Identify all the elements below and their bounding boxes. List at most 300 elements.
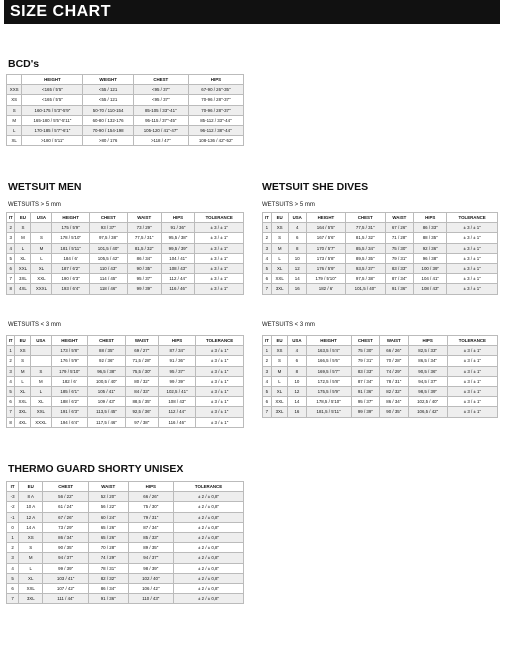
- table-cell: ± 2 / ± 0,8": [174, 532, 244, 542]
- table-row: [7, 563, 244, 573]
- table-cell: 185 / 6'1": [51, 386, 88, 396]
- table-cell: ± 3 / ± 1": [196, 376, 244, 386]
- page-title: SIZE CHART: [4, 0, 500, 24]
- table-cell: 79 / 31": [128, 512, 174, 522]
- table-cell: ± 2 / ± 0,8": [174, 583, 244, 593]
- table-cell: 193 / 6'4": [52, 284, 89, 294]
- table-cell: 95 / 37": [158, 366, 195, 376]
- table-cell: 90 / 35": [127, 263, 161, 273]
- table-cell: XXL: [271, 397, 288, 407]
- table-row: [7, 522, 244, 532]
- table-cell: 75 / 30": [351, 346, 379, 356]
- men-sub-5mm: WETSUITS > 5 mm: [8, 202, 61, 208]
- table-cell: 0: [7, 522, 19, 532]
- table-cell: 105 / 41": [88, 386, 125, 396]
- table-cell: 97 / 38": [125, 417, 158, 427]
- table-cell: 70 / 28": [380, 356, 408, 366]
- table-cell: ± 2 / ± 0,8": [174, 502, 244, 512]
- table-cell: 93 / 37": [89, 223, 127, 233]
- column-header: HEIGHT: [306, 336, 351, 346]
- table-cell: ± 3 / ± 1": [447, 253, 498, 263]
- bcd-table: [6, 74, 244, 146]
- table-cell: 10 A: [19, 502, 43, 512]
- table-cell: ± 3 / ± 1": [447, 356, 497, 366]
- table-cell: 61 / 24": [43, 502, 89, 512]
- table-cell: ± 3 / ± 1": [195, 274, 244, 284]
- table-cell: 169,5 / 5'7": [306, 366, 351, 376]
- column-header: TOLERANCE: [174, 482, 244, 492]
- table-cell: 116 / 46": [161, 284, 195, 294]
- table-cell: 74 / 29": [380, 366, 408, 376]
- table-header-row: [263, 213, 498, 223]
- column-header: TOLERANCE: [196, 336, 244, 346]
- table-cell: 92,5 / 36": [125, 407, 158, 417]
- table-cell: 3: [263, 366, 272, 376]
- table-cell: 94 / 37": [43, 553, 89, 563]
- column-header: USA: [31, 213, 52, 223]
- table-row: [7, 263, 244, 273]
- table-cell: 94,5 / 37": [408, 376, 447, 386]
- table-row: [7, 376, 244, 386]
- table-cell: S: [271, 356, 288, 366]
- table-cell: ± 3 / ± 1": [447, 407, 497, 417]
- table-cell: 99 / 39": [43, 563, 89, 573]
- table-row: [7, 594, 244, 604]
- table-cell: 92 / 36": [414, 243, 447, 253]
- column-header: CHEST: [88, 336, 125, 346]
- table-cell: >118 / 47": [133, 136, 188, 146]
- table-cell: 86 / 34": [43, 532, 89, 542]
- table-row: [263, 233, 498, 243]
- column-header: HEIGHT: [22, 75, 83, 85]
- table-cell: 170-185 / 5'7"-6'1": [22, 125, 83, 135]
- table-cell: 178,5 / 5'10": [306, 397, 351, 407]
- table-cell: XL: [31, 263, 52, 273]
- table-row: [7, 253, 244, 263]
- thermo-table: [6, 481, 244, 604]
- table-cell: ± 2 / ± 0,8": [174, 594, 244, 604]
- table-cell: M: [7, 115, 22, 125]
- table-cell: 60-80 / 132-176: [83, 115, 133, 125]
- table-cell: XS: [271, 346, 288, 356]
- table-cell: M: [31, 376, 52, 386]
- table-cell: S: [31, 233, 52, 243]
- column-header: USA: [288, 213, 306, 223]
- table-cell: ± 3 / ± 1": [195, 223, 244, 233]
- table-cell: ± 3 / ± 1": [195, 253, 244, 263]
- table-header-row: [7, 336, 244, 346]
- table-cell: 96-112 / 38"-44": [188, 125, 243, 135]
- table-cell: 99 / 39": [351, 407, 379, 417]
- table-cell: <165 / 5'5": [22, 95, 83, 105]
- table-cell: 87 / 34": [128, 522, 174, 532]
- table-cell: 81,5 / 32": [127, 243, 161, 253]
- table-cell: 181,5 / 5'11": [306, 407, 351, 417]
- column-header: CHEST: [345, 213, 385, 223]
- table-cell: 86 / 33": [414, 223, 447, 233]
- table-cell: 89 / 35": [128, 543, 174, 553]
- table-cell: 110 / 43": [128, 594, 174, 604]
- table-cell: ± 3 / ± 1": [196, 397, 244, 407]
- table-cell: 2: [263, 233, 272, 243]
- table-cell: 70-90 / 154-198: [83, 125, 133, 135]
- table-cell: XL: [271, 386, 288, 396]
- table-cell: 181 / 5'11": [52, 243, 89, 253]
- table-cell: 96,5 / 38": [88, 366, 125, 376]
- table-cell: 74 / 29": [88, 553, 128, 563]
- table-cell: -2: [7, 502, 19, 512]
- table-cell: 78 / 31": [380, 376, 408, 386]
- table-cell: 81,5 / 32": [345, 233, 385, 243]
- column-header: WAIST: [127, 213, 161, 223]
- table-cell: XL: [19, 573, 43, 583]
- table-cell: 12 A: [19, 512, 43, 522]
- table-cell: 111 / 44": [43, 594, 89, 604]
- table-row: [7, 115, 244, 125]
- table-cell: 178 / 5'10": [52, 233, 89, 243]
- table-cell: 8 A: [19, 492, 43, 502]
- column-header: HIPS: [188, 75, 243, 85]
- table-cell: S: [271, 233, 288, 243]
- table-cell: 176 / 5'9": [306, 263, 345, 273]
- table-cell: 114 / 45": [89, 274, 127, 284]
- table-cell: 77,5 / 31": [345, 223, 385, 233]
- table-row: [263, 366, 498, 376]
- table-row: [7, 95, 244, 105]
- table-cell: M: [271, 366, 288, 376]
- table-cell: 91 / 36": [161, 223, 195, 233]
- table-cell: 86 / 34": [380, 397, 408, 407]
- table-cell: 70 / 28": [88, 543, 128, 553]
- table-cell: XL: [15, 386, 31, 396]
- table-cell: L: [271, 376, 288, 386]
- table-cell: 69 / 27": [125, 346, 158, 356]
- table-row: [263, 253, 498, 263]
- table-cell: 164 / 5'5": [306, 223, 345, 233]
- table-cell: >80 / 176: [83, 136, 133, 146]
- table-cell: XXL: [31, 407, 52, 417]
- table-cell: 1: [7, 346, 15, 356]
- column-header: CHEST: [351, 336, 379, 346]
- table-cell: 75 / 30": [128, 502, 174, 512]
- table-cell: ± 3 / ± 1": [447, 386, 497, 396]
- table-header-row: [7, 213, 244, 223]
- table-cell: 73 / 29": [127, 223, 161, 233]
- table-cell: ± 3 / ± 1": [447, 397, 497, 407]
- table-cell: 14 A: [19, 522, 43, 532]
- table-cell: ± 3 / ± 1": [195, 284, 244, 294]
- table-cell: 88 / 35": [414, 233, 447, 243]
- table-row: [7, 532, 244, 542]
- table-row: [7, 346, 244, 356]
- table-cell: 67-90 / 26"-35": [188, 85, 243, 95]
- table-cell: 4XL: [15, 417, 31, 427]
- table-cell: XXXL: [31, 284, 52, 294]
- table-cell: -3: [7, 492, 19, 502]
- table-cell: 71 / 28": [385, 233, 414, 243]
- column-header: IT: [263, 213, 272, 223]
- column-header: TOLERANCE: [447, 336, 497, 346]
- table-cell: XS: [271, 223, 288, 233]
- table-cell: 52 / 20": [88, 492, 128, 502]
- table-cell: 167 / 5'6": [306, 233, 345, 243]
- table-cell: 4: [7, 563, 19, 573]
- table-cell: S: [7, 105, 22, 115]
- table-cell: 188 / 6'2": [51, 397, 88, 407]
- table-cell: [31, 356, 52, 366]
- table-row: [263, 263, 498, 273]
- table-cell: <165 / 5'5": [22, 85, 83, 95]
- table-cell: 176 / 5'9": [51, 356, 88, 366]
- table-cell: 8: [7, 284, 15, 294]
- table-cell: <95 / 37": [133, 95, 188, 105]
- wetsuit-women-heading: WETSUIT SHE DIVES: [262, 181, 369, 193]
- table-cell: 4: [263, 253, 272, 263]
- column-header: HIPS: [158, 336, 195, 346]
- table-cell: 173 / 5'8": [51, 346, 88, 356]
- table-cell: ± 2 / ± 0,8": [174, 543, 244, 553]
- table-cell: 190 / 6'3": [52, 274, 89, 284]
- table-row: [263, 223, 498, 233]
- table-cell: 5: [7, 573, 19, 583]
- column-header: HIPS: [408, 336, 447, 346]
- table-cell: 99 / 39": [158, 376, 195, 386]
- table-cell: 16: [288, 284, 306, 294]
- table-cell: 108-136 / 42"-52": [188, 136, 243, 146]
- table-cell: ± 3 / ± 1": [447, 223, 498, 233]
- table-cell: 106 / 42": [128, 583, 174, 593]
- table-cell: 5: [7, 386, 15, 396]
- table-row: [7, 136, 244, 146]
- table-cell: 87 / 34": [158, 346, 195, 356]
- table-cell: 86,5 / 34": [408, 356, 447, 366]
- table-cell: 12: [288, 263, 306, 273]
- table-cell: 12: [288, 386, 306, 396]
- table-row: [263, 397, 498, 407]
- table-row: [7, 492, 244, 502]
- table-cell: 179 / 5'10": [306, 274, 345, 284]
- table-cell: XXL: [31, 274, 52, 284]
- column-header: EU: [15, 213, 31, 223]
- table-header-row: [263, 336, 498, 346]
- column-header: HEIGHT: [51, 336, 88, 346]
- table-cell: 105,5 / 42": [89, 253, 127, 263]
- table-cell: 91 / 36": [351, 386, 379, 396]
- column-header: CHEST: [89, 213, 127, 223]
- table-cell: S: [15, 356, 31, 366]
- table-cell: 182 / 6': [306, 284, 345, 294]
- table-cell: 3: [7, 233, 15, 243]
- table-cell: 90,5 / 36": [408, 366, 447, 376]
- table-cell: 4XL: [15, 284, 31, 294]
- table-cell: 83 / 33": [351, 366, 379, 376]
- table-cell: 7: [7, 274, 15, 284]
- table-cell: 108 / 43": [161, 263, 195, 273]
- table-cell: [31, 223, 52, 233]
- table-cell: 88 / 35": [88, 346, 125, 356]
- table-cell: 102,5 / 41": [158, 386, 195, 396]
- table-cell: ± 3 / ± 1": [195, 233, 244, 243]
- table-cell: XXL: [19, 583, 43, 593]
- table-cell: 78 / 31": [88, 563, 128, 573]
- table-cell: 179 / 5'10": [51, 366, 88, 376]
- women-3mm-table: [262, 335, 498, 418]
- women-5mm-table: [262, 212, 498, 295]
- table-cell: 98,5 / 39": [408, 386, 447, 396]
- table-cell: 93,5 / 37": [345, 263, 385, 273]
- table-cell: 91 / 36": [88, 594, 128, 604]
- table-cell: <95 / 37": [133, 85, 188, 95]
- table-cell: 79 / 31": [351, 356, 379, 366]
- table-cell: 66 / 26": [380, 346, 408, 356]
- table-cell: ± 3 / ± 1": [195, 263, 244, 273]
- table-cell: 99 / 39": [127, 284, 161, 294]
- column-header: WAIST: [380, 336, 408, 346]
- table-cell: ± 3 / ± 1": [447, 263, 498, 273]
- table-cell: ± 3 / ± 1": [196, 417, 244, 427]
- table-cell: ± 3 / ± 1": [447, 243, 498, 253]
- table-cell: 86 / 34": [127, 253, 161, 263]
- table-cell: 65 / 26": [88, 532, 128, 542]
- table-cell: 1: [263, 346, 272, 356]
- table-cell: 98 / 39": [128, 563, 174, 573]
- table-cell: 82 / 32": [380, 386, 408, 396]
- table-cell: 4: [288, 223, 306, 233]
- table-cell: 1: [263, 223, 272, 233]
- table-cell: XXL: [271, 274, 288, 284]
- table-cell: ± 2 / ± 0,8": [174, 522, 244, 532]
- table-row: [263, 274, 498, 284]
- table-cell: 1: [7, 532, 19, 542]
- table-cell: 6: [288, 356, 306, 366]
- table-cell: 85-112 / 33"-44": [188, 115, 243, 125]
- table-cell: 6: [7, 583, 19, 593]
- table-cell: ± 3 / ± 1": [196, 366, 244, 376]
- women-sub-3mm: WETSUITS < 3 mm: [262, 322, 315, 328]
- column-header: WEIGHT: [83, 75, 133, 85]
- column-header: TOLERANCE: [447, 213, 498, 223]
- table-cell: S: [31, 366, 52, 376]
- table-cell: 102,5 / 40": [408, 397, 447, 407]
- table-cell: 7: [263, 407, 272, 417]
- table-cell: 184 / 6': [52, 253, 89, 263]
- table-cell: ± 3 / ± 1": [196, 356, 244, 366]
- table-cell: 173 / 5'8": [306, 253, 345, 263]
- table-cell: XL: [271, 263, 288, 273]
- table-cell: 2: [263, 356, 272, 366]
- table-cell: 6: [263, 274, 272, 284]
- table-cell: 94 / 37": [128, 553, 174, 563]
- table-cell: 70-96 / 28"-37": [188, 95, 243, 105]
- table-cell: ± 3 / ± 1": [447, 346, 497, 356]
- table-cell: 117,5 / 46": [88, 417, 125, 427]
- table-cell: 101,5 / 40": [89, 243, 127, 253]
- table-cell: M: [15, 366, 31, 376]
- table-cell: 105-120 / 41"-47": [133, 125, 188, 135]
- table-cell: 91 / 36": [385, 284, 414, 294]
- table-cell: M: [271, 243, 288, 253]
- column-header: HEIGHT: [52, 213, 89, 223]
- column-header: HIPS: [128, 482, 174, 492]
- table-row: [7, 386, 244, 396]
- table-row: [7, 125, 244, 135]
- table-row: [7, 274, 244, 284]
- table-row: [7, 284, 244, 294]
- table-row: [263, 284, 498, 294]
- table-cell: 99,5 / 39": [161, 243, 195, 253]
- table-cell: XL: [7, 136, 22, 146]
- table-cell: 163,5 / 5'4": [306, 346, 351, 356]
- table-cell: L: [31, 253, 52, 263]
- table-cell: ± 3 / ± 1": [447, 284, 498, 294]
- table-cell: 95,5 / 38": [161, 233, 195, 243]
- table-cell: 3XL: [19, 594, 43, 604]
- table-cell: ± 2 / ± 0,8": [174, 512, 244, 522]
- table-cell: <55 / 121: [83, 95, 133, 105]
- table-cell: 79 / 31": [385, 253, 414, 263]
- table-cell: 6: [7, 397, 15, 407]
- column-header: EU: [271, 336, 288, 346]
- table-cell: 82 / 32": [88, 573, 128, 583]
- table-cell: XS: [19, 532, 43, 542]
- table-cell: 113,5 / 45": [88, 407, 125, 417]
- table-cell: 4: [7, 376, 15, 386]
- table-row: [263, 356, 498, 366]
- table-row: [7, 502, 244, 512]
- table-cell: 85-105 / 33"-41": [133, 105, 188, 115]
- column-header: WAIST: [88, 482, 128, 492]
- table-cell: ± 3 / ± 1": [447, 376, 497, 386]
- table-cell: L: [31, 386, 52, 396]
- table-cell: 2: [7, 356, 15, 366]
- column-header: HIPS: [161, 213, 195, 223]
- table-header-row: [7, 482, 244, 492]
- table-cell: ± 3 / ± 1": [196, 407, 244, 417]
- table-cell: 102 / 40": [128, 573, 174, 583]
- table-row: [7, 407, 244, 417]
- table-cell: 82,5 / 33": [408, 346, 447, 356]
- table-cell: 3XL: [271, 407, 288, 417]
- table-cell: ± 3 / ± 1": [447, 366, 497, 376]
- table-cell: 187 / 6'2": [52, 263, 89, 273]
- table-row: [7, 512, 244, 522]
- column-header: WAIST: [125, 336, 158, 346]
- table-cell: ± 2 / ± 0,8": [174, 563, 244, 573]
- table-cell: 73 / 29": [43, 522, 89, 532]
- table-row: [263, 407, 498, 417]
- table-cell: 88,5 / 35": [125, 397, 158, 407]
- table-row: [263, 346, 498, 356]
- table-row: [7, 397, 244, 407]
- table-cell: ± 3 / ± 1": [196, 346, 244, 356]
- table-cell: 3: [7, 553, 19, 563]
- table-cell: 77,5 / 31": [127, 233, 161, 243]
- table-row: [7, 223, 244, 233]
- table-cell: [31, 346, 52, 356]
- table-cell: ± 2 / ± 0,8": [174, 573, 244, 583]
- table-cell: 90 / 35": [380, 407, 408, 417]
- table-cell: 104 / 41": [161, 253, 195, 263]
- table-cell: 3XL: [15, 274, 31, 284]
- table-row: [7, 573, 244, 583]
- men-3mm-table: [6, 335, 244, 428]
- table-cell: 100,5 / 40": [88, 376, 125, 386]
- table-cell: 182 / 6': [51, 376, 88, 386]
- table-cell: 87 / 34": [385, 274, 414, 284]
- table-cell: ± 2 / ± 0,8": [174, 492, 244, 502]
- table-cell: 110 / 43": [89, 263, 127, 273]
- table-cell: 100 / 39": [414, 263, 447, 273]
